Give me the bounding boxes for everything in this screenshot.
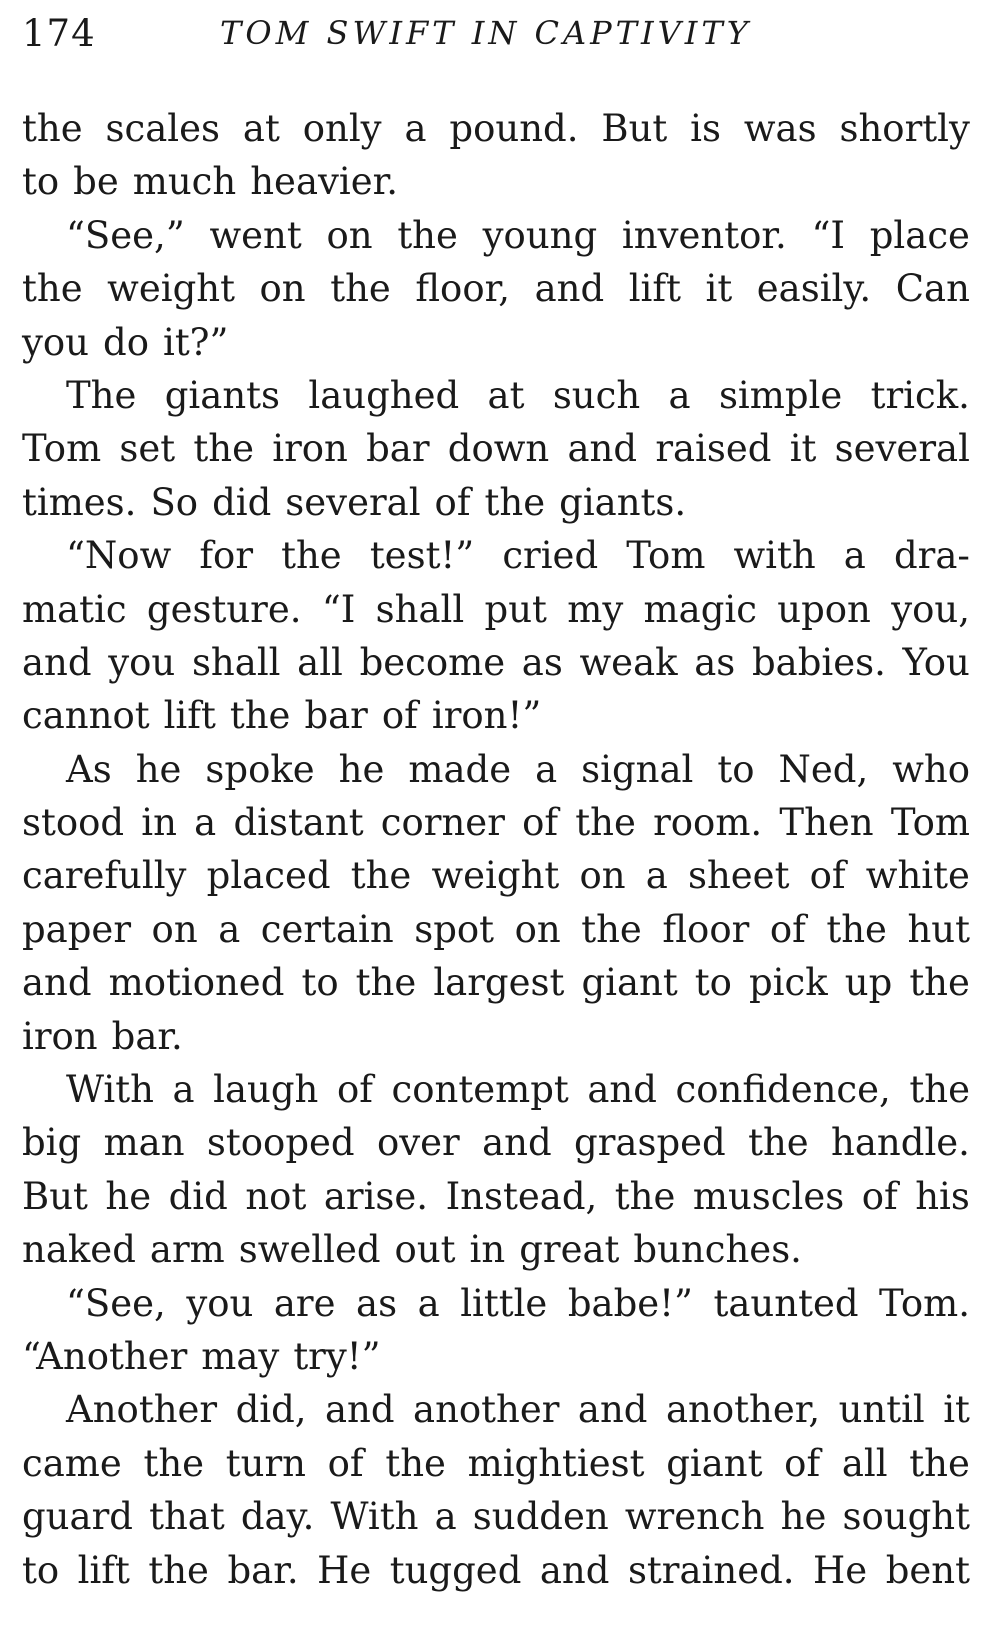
word: mightiest	[467, 1441, 645, 1485]
word: up	[844, 961, 893, 1005]
word: a	[645, 854, 668, 898]
word: guard	[22, 1495, 133, 1539]
word: of	[327, 1441, 364, 1485]
word: tugged	[389, 1548, 522, 1592]
word: bar.	[227, 1548, 299, 1592]
word: arise.	[323, 1174, 429, 1218]
word: He	[317, 1548, 372, 1592]
text-line	[22, 102, 970, 155]
text-line	[22, 636, 970, 689]
word: that	[149, 1495, 225, 1539]
word: went	[209, 213, 302, 257]
word: hut	[907, 907, 970, 951]
word: bunches.	[633, 1228, 802, 1272]
word: signal	[581, 747, 694, 791]
word: was	[743, 107, 817, 150]
word: to	[22, 160, 60, 204]
word: “I	[811, 213, 846, 257]
word: and	[539, 1548, 610, 1592]
word: the	[909, 1068, 970, 1112]
word: came	[22, 1441, 122, 1485]
word: bar	[304, 694, 368, 738]
word: babies.	[751, 640, 886, 684]
word: over	[376, 1121, 460, 1165]
word: it	[943, 1388, 970, 1432]
word: young	[482, 213, 598, 257]
word: motioned	[108, 961, 285, 1005]
word: floor	[662, 907, 750, 951]
word: strained.	[627, 1548, 795, 1592]
word: lift	[77, 1548, 130, 1592]
word: Another	[66, 1388, 218, 1432]
word: floor,	[415, 267, 510, 311]
word: who	[892, 747, 970, 791]
word: a	[434, 1495, 457, 1539]
word: raised	[655, 427, 772, 471]
text-line	[22, 1277, 970, 1330]
text-line	[22, 903, 970, 956]
word: Can	[895, 267, 970, 311]
word: the	[143, 1441, 205, 1485]
word: placed	[206, 854, 331, 898]
word: the	[748, 1121, 809, 1165]
text-line	[22, 1490, 970, 1543]
word: shall	[375, 587, 465, 631]
text-line	[22, 1383, 970, 1436]
word: arm	[149, 1228, 225, 1272]
word: a	[535, 747, 558, 791]
text-line	[22, 1544, 970, 1597]
word: times.	[22, 480, 137, 524]
word: As	[66, 747, 112, 791]
text-line	[22, 476, 970, 529]
word: and	[22, 961, 92, 1005]
word: dra-	[893, 534, 970, 578]
word: of	[336, 1068, 373, 1112]
word: sudden	[472, 1495, 609, 1539]
word: turn	[225, 1441, 306, 1485]
word: as	[521, 640, 563, 684]
word: the	[484, 480, 546, 524]
word: as	[694, 640, 736, 684]
word: to	[694, 961, 732, 1005]
text-line	[22, 155, 970, 208]
word: Tom	[22, 427, 102, 471]
word: he	[105, 1174, 152, 1218]
word: distant	[233, 801, 364, 845]
word: the	[397, 213, 458, 257]
word: babe!”	[567, 1281, 693, 1325]
word: my	[567, 587, 624, 631]
word: stooped	[206, 1121, 355, 1165]
word: as	[356, 1281, 398, 1325]
word: of	[522, 801, 559, 845]
word: But	[601, 107, 668, 150]
word: a	[404, 107, 427, 150]
word: may	[201, 1334, 280, 1378]
word: giants	[164, 373, 281, 417]
word: in	[469, 1228, 506, 1272]
word: the	[909, 961, 970, 1005]
word: and	[534, 267, 605, 311]
word: he	[135, 747, 182, 791]
page-number: 174	[22, 12, 96, 55]
text-line	[22, 796, 970, 849]
word: try!”	[293, 1334, 381, 1378]
word: big	[22, 1121, 82, 1165]
text-line	[22, 956, 970, 1009]
word: sheet	[687, 854, 790, 898]
word: bar.	[111, 1014, 183, 1058]
word: the	[909, 1441, 970, 1485]
word: until	[838, 1388, 925, 1432]
word: he	[338, 747, 385, 791]
word: “See,”	[66, 213, 185, 257]
word: of	[769, 907, 806, 951]
text-line	[22, 743, 970, 796]
word: are	[273, 1281, 336, 1325]
word: the	[22, 267, 83, 311]
word: upon	[777, 587, 871, 631]
word: “Another	[22, 1334, 188, 1378]
word: matic	[22, 587, 127, 631]
word: another,	[665, 1388, 821, 1432]
word: to	[717, 747, 755, 791]
word: “I	[321, 587, 356, 631]
text-line	[22, 1116, 970, 1169]
word: day.	[240, 1495, 315, 1539]
text-line	[22, 1010, 970, 1063]
text-line	[22, 583, 970, 636]
word: the	[575, 801, 636, 845]
word: and	[482, 1121, 552, 1165]
word: contempt	[391, 1068, 569, 1112]
word: a	[668, 373, 691, 417]
word: wrench	[624, 1495, 765, 1539]
word: shortly	[839, 107, 970, 150]
book-page	[22, 0, 970, 1597]
word: of	[861, 1174, 898, 1218]
word: laughed	[308, 373, 460, 417]
word: is	[690, 107, 721, 150]
word: test!”	[369, 534, 475, 578]
word: the	[281, 534, 342, 578]
word: confidence,	[675, 1068, 891, 1112]
word: With	[66, 1068, 154, 1112]
word: and	[587, 1068, 657, 1112]
word: taunted	[713, 1281, 859, 1325]
running-head	[22, 0, 970, 82]
word: be	[73, 160, 119, 204]
text-line	[22, 262, 970, 315]
word: for	[199, 534, 254, 578]
word: the	[581, 907, 642, 951]
word: the	[22, 107, 83, 150]
word: a	[172, 1068, 195, 1112]
text-line	[22, 422, 970, 475]
word: Instead,	[445, 1174, 598, 1218]
word: trick.	[870, 373, 970, 417]
word: down	[447, 427, 550, 471]
word: such	[552, 373, 641, 417]
word: muscles	[692, 1174, 845, 1218]
word: spot	[414, 907, 495, 951]
word: at	[242, 107, 280, 150]
word: set	[119, 427, 176, 471]
word: gesture.	[146, 587, 302, 631]
word: the	[350, 854, 412, 898]
word: you	[186, 1281, 254, 1325]
word: bar	[366, 427, 430, 471]
word: swelled	[238, 1228, 381, 1272]
word: the	[148, 1548, 209, 1592]
word: giants.	[559, 480, 687, 524]
word: man	[103, 1121, 185, 1165]
body-text	[22, 102, 970, 1597]
word: You	[902, 640, 970, 684]
word: certain	[260, 907, 394, 951]
word: you,	[891, 587, 970, 631]
text-line	[22, 529, 970, 582]
word: magic	[643, 587, 757, 631]
word: made	[408, 747, 512, 791]
word: place	[869, 213, 970, 257]
word: a	[417, 1281, 440, 1325]
word: little	[460, 1281, 548, 1325]
word: become	[359, 640, 506, 684]
word: all	[297, 640, 343, 684]
word: out	[394, 1228, 456, 1272]
word: handle.	[831, 1121, 970, 1165]
word: another	[413, 1388, 560, 1432]
word: simple	[718, 373, 843, 417]
word: a	[218, 907, 241, 951]
word: iron	[272, 427, 348, 471]
running-title: TOM SWIFT IN CAPTIVITY	[220, 14, 752, 52]
word: paper	[22, 907, 132, 951]
word: the	[355, 961, 417, 1005]
word: weight	[431, 854, 560, 898]
word: of	[381, 694, 418, 738]
word: on	[151, 907, 198, 951]
word: Then	[779, 801, 874, 845]
word: only	[302, 107, 382, 150]
word: carefully	[22, 854, 187, 898]
word: the	[229, 694, 291, 738]
word: he	[780, 1495, 827, 1539]
word: inventor.	[621, 213, 787, 257]
word: lift	[628, 267, 681, 311]
word: He	[813, 1548, 868, 1592]
word: on	[326, 213, 373, 257]
text-line	[22, 1330, 970, 1383]
word: the	[385, 1441, 446, 1485]
word: on	[514, 907, 561, 951]
word: on	[579, 854, 626, 898]
text-line	[22, 849, 970, 902]
word: of	[784, 1441, 821, 1485]
text-line	[22, 1223, 970, 1276]
text-line	[22, 316, 970, 369]
word: to	[301, 961, 339, 1005]
text-line	[22, 1063, 970, 1116]
word: his	[915, 1174, 970, 1218]
word: heavier.	[250, 160, 399, 204]
word: spoke	[205, 747, 315, 791]
word: a	[194, 801, 217, 845]
word: But	[22, 1174, 88, 1218]
word: shall	[191, 640, 281, 684]
word: The	[66, 373, 137, 417]
word: easily.	[756, 267, 872, 311]
word: a	[843, 534, 866, 578]
word: cannot	[22, 694, 150, 738]
word: the	[826, 907, 887, 951]
word: you	[108, 640, 176, 684]
word: and	[22, 640, 92, 684]
word: and	[324, 1388, 395, 1432]
word: iron!”	[431, 694, 542, 738]
word: it	[705, 267, 733, 311]
word: with	[733, 534, 816, 578]
word: “Now	[66, 534, 172, 578]
word: the	[614, 1174, 676, 1218]
word: put	[484, 587, 547, 631]
word: several	[834, 427, 970, 471]
word: in	[141, 801, 177, 845]
word: all	[841, 1441, 888, 1485]
word: bent	[885, 1548, 970, 1592]
word: much	[132, 160, 237, 204]
word: great	[519, 1228, 620, 1272]
word: weak	[579, 640, 678, 684]
word: not	[245, 1174, 307, 1218]
word: giant	[581, 961, 678, 1005]
word: several	[285, 480, 421, 524]
word: Tom	[890, 801, 970, 845]
word: to	[22, 1548, 60, 1592]
word: “See,	[66, 1281, 166, 1325]
word: giant	[666, 1441, 763, 1485]
word: largest	[433, 961, 565, 1005]
word: Tom.	[879, 1281, 970, 1325]
word: lift	[163, 694, 216, 738]
text-line	[22, 689, 970, 742]
word: and	[567, 427, 638, 471]
word: sought	[842, 1495, 970, 1539]
word: Ned,	[778, 747, 869, 791]
word: laugh	[213, 1068, 319, 1112]
word: did	[168, 1174, 228, 1218]
word: Tom	[626, 534, 706, 578]
word: pound.	[449, 107, 579, 150]
word: iron	[22, 1014, 98, 1058]
text-line	[22, 1437, 970, 1490]
word: So	[150, 480, 199, 524]
word: naked	[22, 1228, 136, 1272]
text-line	[22, 209, 970, 262]
word: of	[434, 480, 471, 524]
word: scales	[105, 107, 220, 150]
word: grasped	[574, 1121, 726, 1165]
word: do	[103, 320, 149, 364]
word: stood	[22, 801, 125, 845]
word: pick	[749, 961, 828, 1005]
word: and	[577, 1388, 648, 1432]
word: on	[259, 267, 306, 311]
word: you	[22, 320, 90, 364]
word: With	[330, 1495, 419, 1539]
word: the	[193, 427, 255, 471]
word: cried	[502, 534, 599, 578]
word: weight	[107, 267, 235, 311]
word: it?”	[162, 320, 229, 364]
word: did,	[235, 1388, 307, 1432]
word: room.	[653, 801, 763, 845]
word: it	[789, 427, 817, 471]
word: the	[330, 267, 391, 311]
word: of	[809, 854, 846, 898]
text-line	[22, 369, 970, 422]
text-line	[22, 1170, 970, 1223]
word: corner	[380, 801, 505, 845]
word: white	[865, 854, 970, 898]
word: did	[212, 480, 272, 524]
word: at	[487, 373, 525, 417]
